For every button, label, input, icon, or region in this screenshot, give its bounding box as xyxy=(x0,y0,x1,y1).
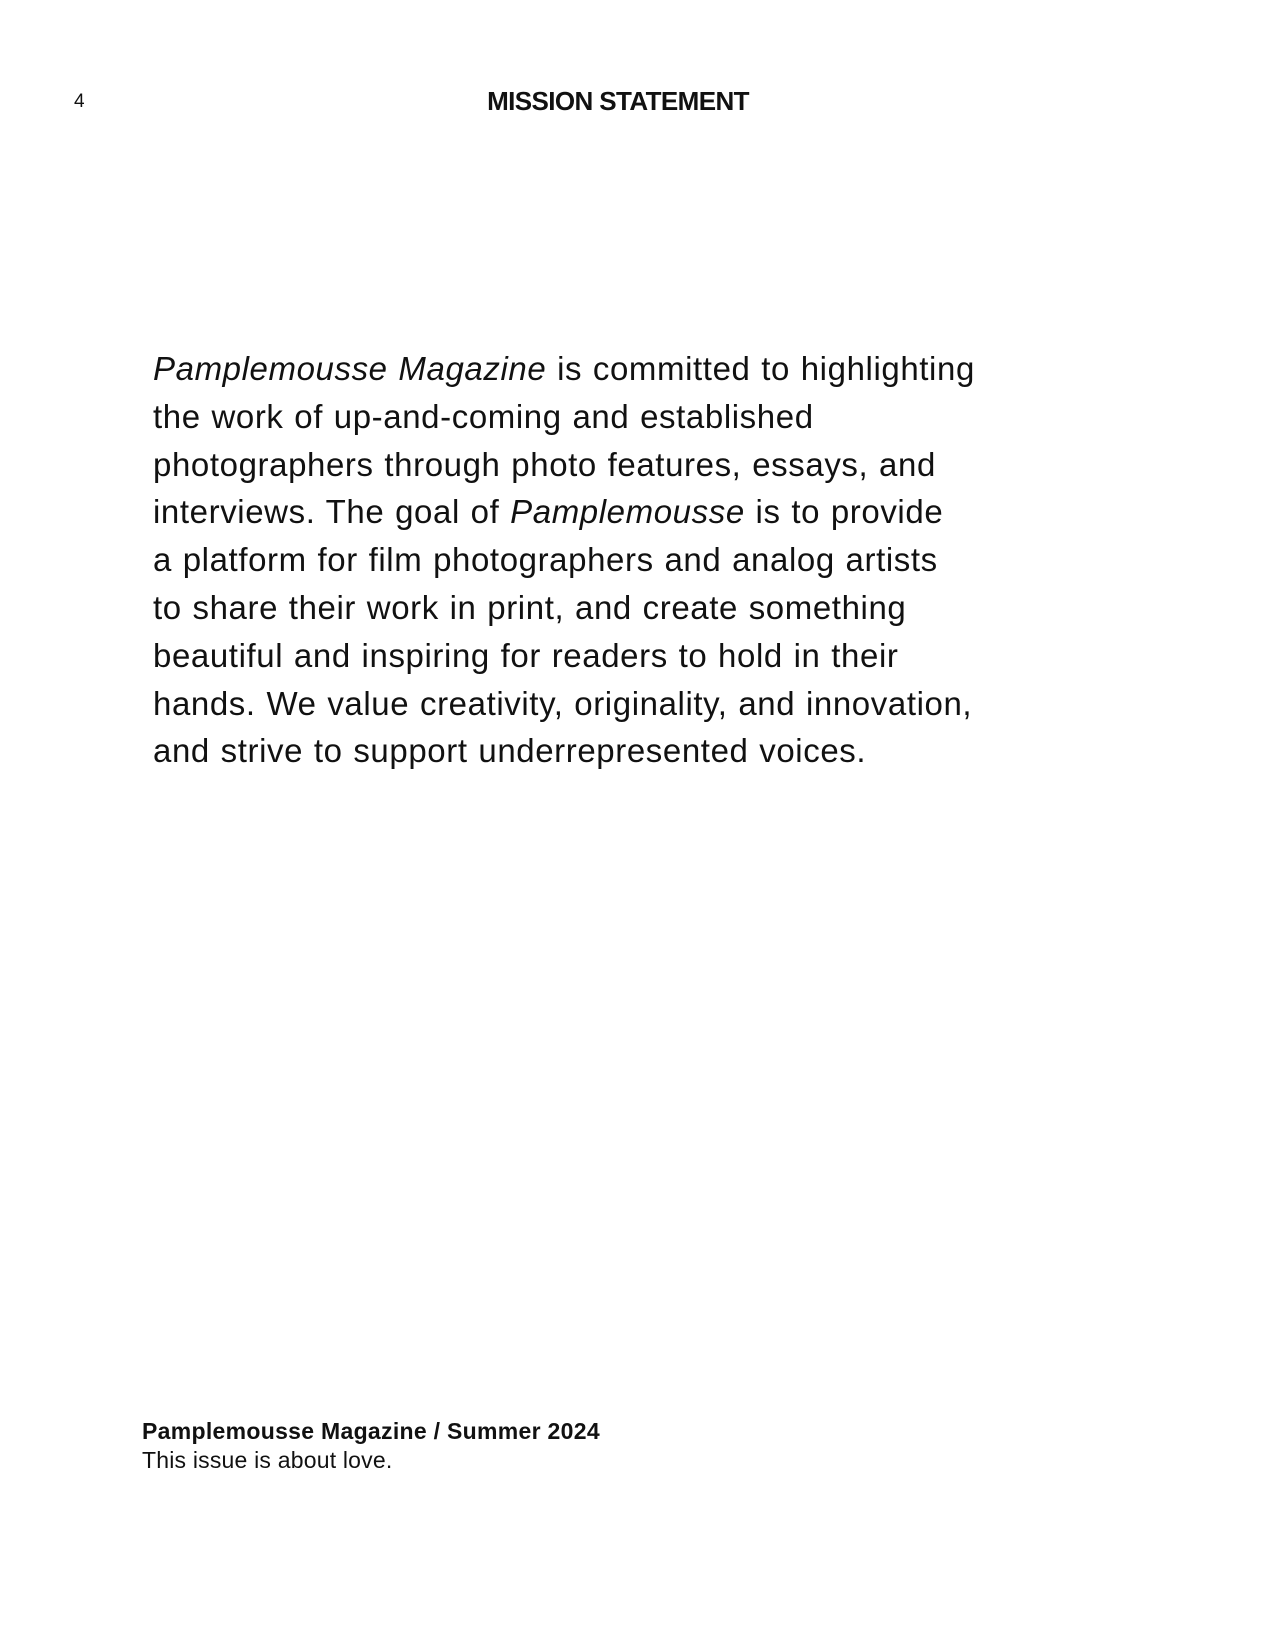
mission-line-4 xyxy=(153,488,1093,536)
footer-issue-theme: This issue is about love. xyxy=(142,1447,393,1473)
mission-line-8: hands. We value creativity, originality, and innovation, xyxy=(153,684,973,722)
mission-line-7: beautiful and inspiring for readers to hold in their xyxy=(153,636,899,674)
mission-line-2: the work of up-and-coming and established xyxy=(153,397,814,435)
mission-line-4-after: is to provide xyxy=(744,493,944,531)
magazine-name-italic: Pamplemousse Magazine xyxy=(153,350,547,387)
mission-line-1 xyxy=(153,345,1093,393)
mission-line-6: to share their work in print, and create something xyxy=(153,588,907,626)
mission-line-5: a platform for film photographers and analog artists xyxy=(153,541,938,579)
mission-line-9: and strive to support underrepresented voices. xyxy=(153,732,867,770)
mission-line-4-before: interviews. The goal of xyxy=(153,493,511,531)
mission-line-3: photographers through photo features, essays, and xyxy=(153,445,936,483)
mission-statement-paragraph xyxy=(153,345,1093,775)
footer-issue-title: Pamplemousse Magazine / Summer 2024 xyxy=(142,1418,600,1444)
page-number: 4 xyxy=(74,91,85,112)
magazine-short-name-italic: Pamplemousse xyxy=(510,493,745,531)
page-title: MISSION STATEMENT xyxy=(487,86,749,116)
page-footer xyxy=(142,1417,600,1475)
mission-line-1-rest: is committed to highlighting xyxy=(546,350,975,387)
